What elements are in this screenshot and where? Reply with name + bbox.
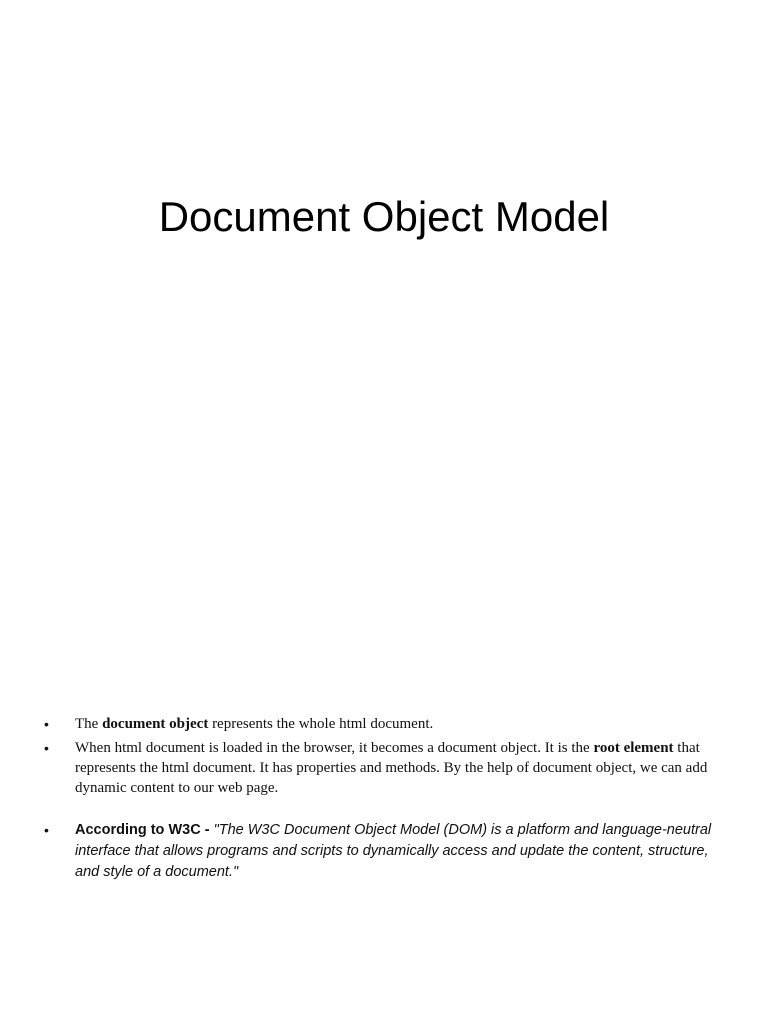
bullet-text: that represents the html document. It has properties and methods. By the help of document object, we can add dynamic content to our web page. — [75, 740, 708, 796]
page-title: Document Object Model — [158, 193, 610, 240]
bullet-text-bold: document object — [102, 716, 209, 732]
bullet-item-w3c-definition — [40, 820, 720, 883]
bullet-text: represents the whole html document. — [208, 716, 434, 732]
bullet-icon: • — [44, 716, 49, 732]
bullet-text-italic: "The W3C Document Object Model (DOM) is a platform and language-neutral interface that allows programs and scripts to dynamically access and update the content, structure, and style of a document." — [75, 822, 712, 880]
bullet-text-bold: root element — [593, 740, 674, 756]
bullet-list — [40, 714, 720, 883]
bullet-item-document-object — [40, 714, 720, 734]
bullet-icon: • — [44, 740, 49, 756]
bullet-text: When html document is loaded in the browser, it becomes a document object. It is the — [75, 740, 594, 756]
bullet-text-bold: According to W3C - — [75, 822, 214, 838]
bullet-icon: • — [44, 822, 49, 838]
bullet-item-root-element — [40, 738, 720, 798]
bullet-text: The — [75, 716, 103, 732]
